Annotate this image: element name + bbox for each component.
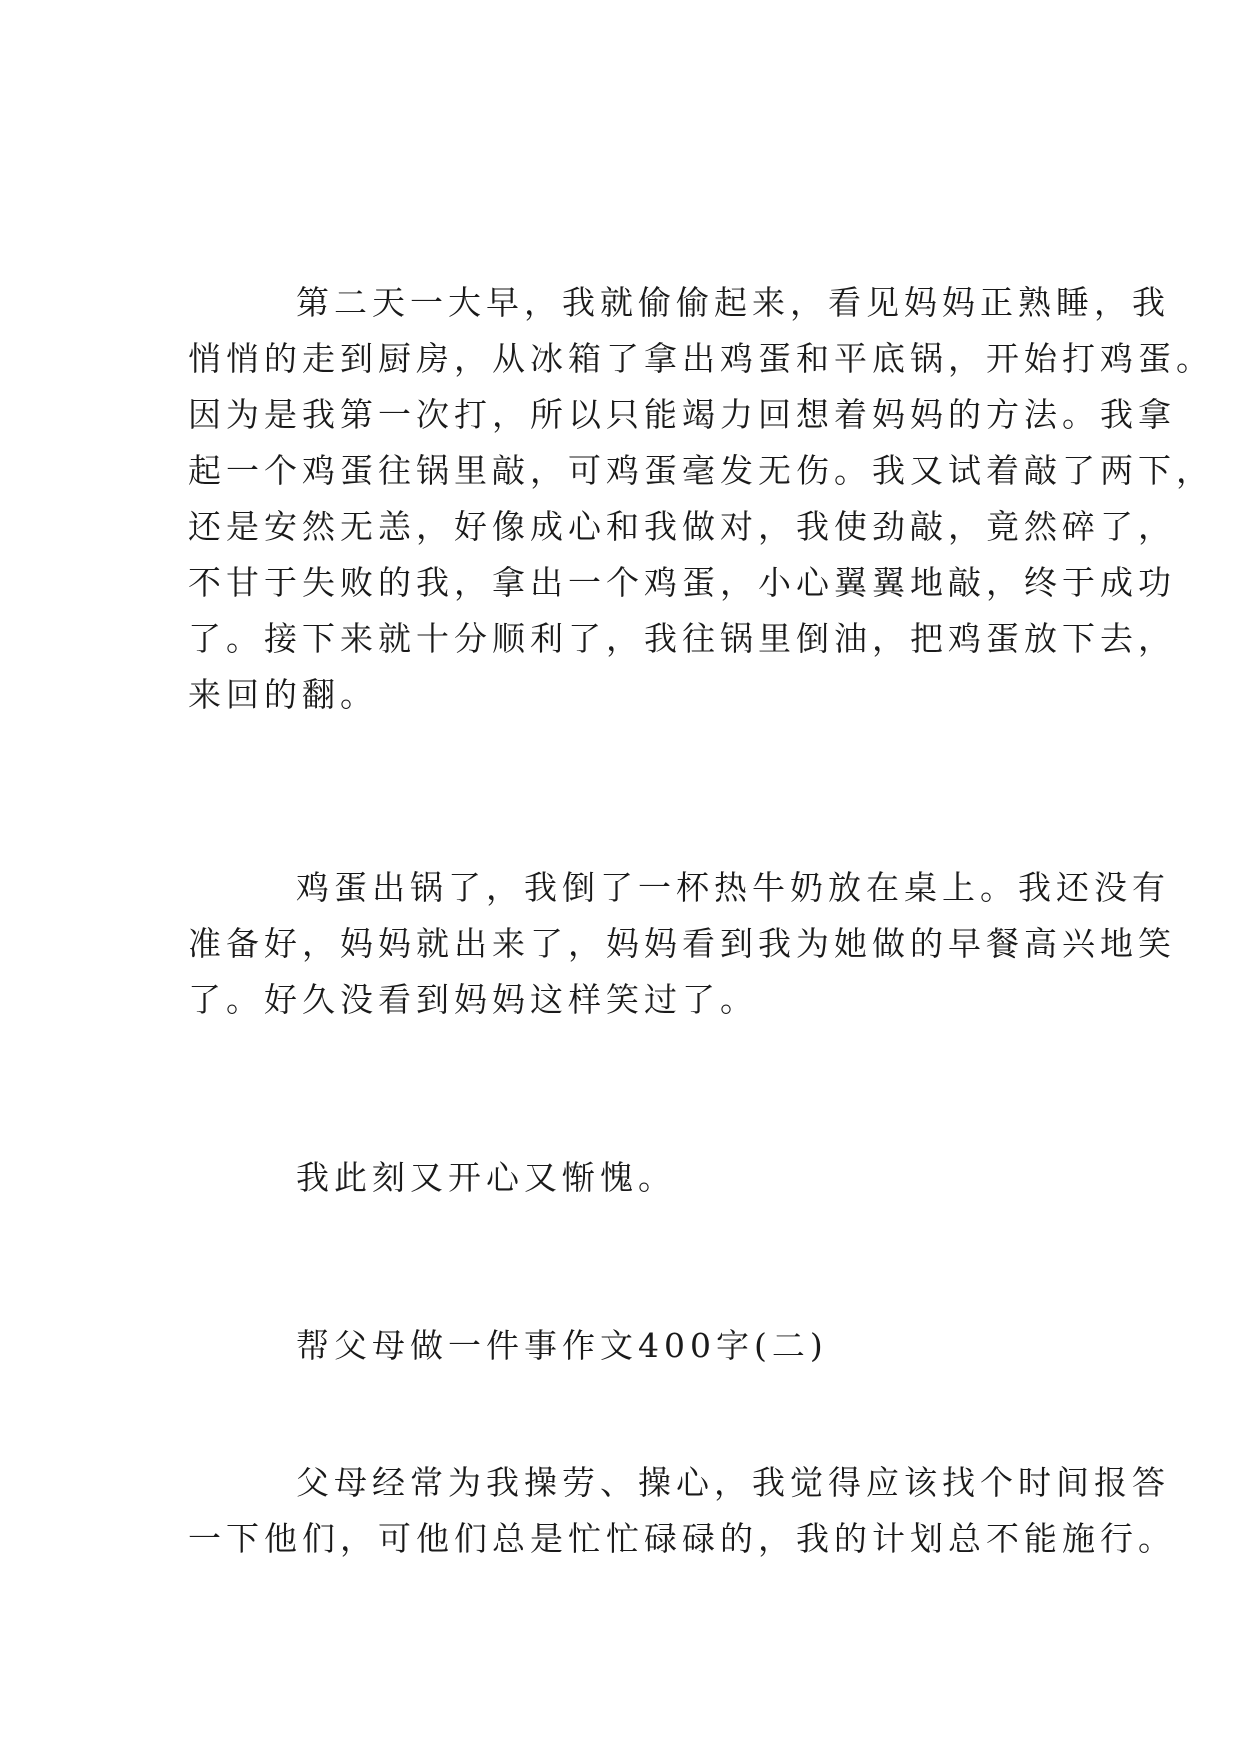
paragraph-line: 来回的翻。 bbox=[188, 675, 378, 714]
paragraph-line: 第二天一大早，我就偷偷起来，看见妈妈正熟睡，我 bbox=[296, 283, 1170, 322]
paragraph-breakfast-ready bbox=[188, 860, 1176, 1028]
paragraph-parents-busy bbox=[188, 1455, 1176, 1567]
paragraph-line: 悄悄的走到厨房，从冰箱了拿出鸡蛋和平底锅，开始打鸡蛋。 bbox=[188, 339, 1214, 378]
section-heading bbox=[188, 1318, 1073, 1374]
paragraph-line: 鸡蛋出锅了，我倒了一杯热牛奶放在桌上。我还没有 bbox=[296, 868, 1170, 907]
paragraph-line: 起一个鸡蛋往锅里敲，可鸡蛋毫发无伤。我又试着敲了两下， bbox=[188, 451, 1214, 490]
section-heading-text: 帮父母做一件事作文400字(二) bbox=[296, 1326, 828, 1365]
paragraph-line: 我此刻又开心又惭愧。 bbox=[296, 1158, 676, 1197]
paragraph-line: 准备好，妈妈就出来了，妈妈看到我为她做的早餐高兴地笑 bbox=[188, 924, 1176, 963]
paragraph-egg-cooking bbox=[188, 275, 1214, 723]
paragraph-line: 了。接下来就十分顺利了，我往锅里倒油，把鸡蛋放下去， bbox=[188, 619, 1176, 658]
paragraph-line: 了。好久没看到妈妈这样笑过了。 bbox=[188, 980, 758, 1019]
paragraph-line: 父母经常为我操劳、操心，我觉得应该找个时间报答 bbox=[296, 1463, 1170, 1502]
paragraph-line: 因为是我第一次打，所以只能竭力回想着妈妈的方法。我拿 bbox=[188, 395, 1176, 434]
paragraph-line: 一下他们，可他们总是忙忙碌碌的，我的计划总不能施行。 bbox=[188, 1519, 1176, 1558]
paragraph-feelings bbox=[188, 1150, 1073, 1206]
paragraph-line: 还是安然无恙，好像成心和我做对，我使劲敲，竟然碎了， bbox=[188, 507, 1176, 546]
paragraph-line: 不甘于失败的我，拿出一个鸡蛋，小心翼翼地敲，终于成功 bbox=[188, 563, 1176, 602]
